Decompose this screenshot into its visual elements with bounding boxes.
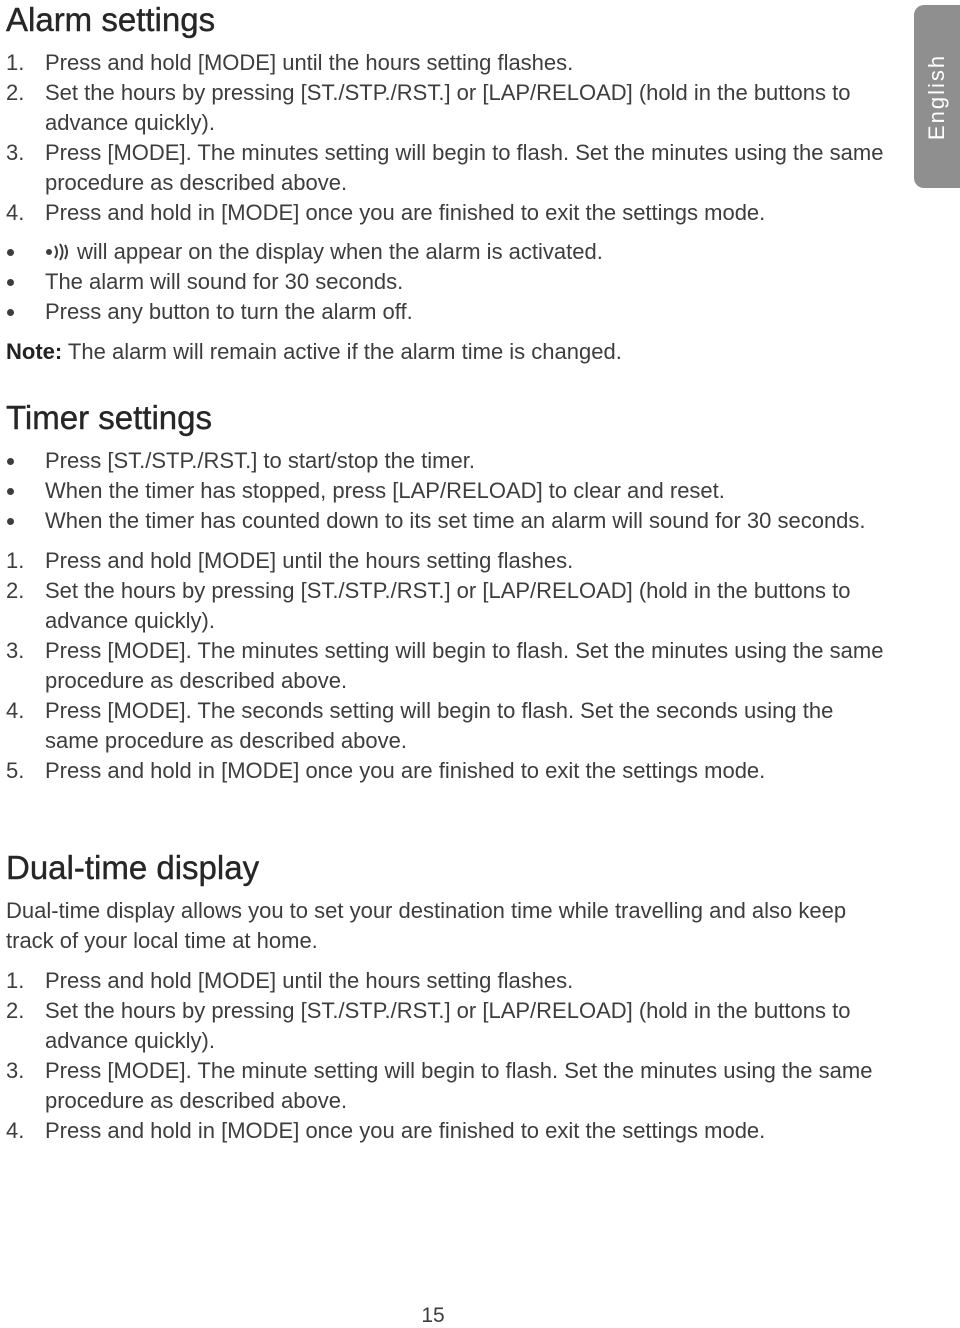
timer-step — [6, 546, 886, 576]
alarm-bullet — [6, 297, 886, 327]
bullet-text: will appear on the display when the alarm is activated. — [77, 239, 603, 264]
step-number: 1. — [6, 548, 25, 573]
alarm-bullet — [6, 237, 886, 267]
alarm-settings-heading: Alarm settings — [6, 1, 216, 38]
dual-step — [6, 966, 886, 996]
bullet-text: Press any button to turn the alarm off. — [45, 299, 413, 324]
dual-step — [6, 1056, 886, 1116]
dual-step — [6, 996, 886, 1056]
note-label: Note: — [6, 339, 63, 364]
step-text: Press [MODE]. The seconds setting will begin to flash. Set the seconds using the same procedure as described above. — [45, 698, 834, 753]
bullet-dot — [7, 249, 14, 256]
dual-step — [6, 1116, 886, 1146]
step-text: Set the hours by pressing [ST./STP./RST.] or [LAP/RELOAD] (hold in the buttons to advance quickly). — [45, 998, 851, 1053]
language-tab-label: English — [924, 53, 949, 140]
alarm-settings-section — [6, 0, 886, 367]
alarm-step — [6, 78, 886, 138]
step-number: 2. — [6, 80, 25, 105]
step-number: 3. — [6, 638, 25, 663]
bullet-text: When the timer has counted down to its set time an alarm will sound for 30 seconds. — [45, 508, 866, 533]
step-number: 3. — [6, 140, 25, 165]
step-text: Set the hours by pressing [ST./STP./RST.] or [LAP/RELOAD] (hold in the buttons to advance quickly). — [45, 80, 851, 135]
dual-time-intro: Dual-time display allows you to set your destination time while travelling and also keep track of your local time at home. — [6, 898, 847, 953]
step-text: Press and hold [MODE] until the hours setting flashes. — [45, 50, 574, 75]
step-text: Press [MODE]. The minutes setting will begin to flash. Set the minutes using the same procedure as described above. — [45, 140, 884, 195]
dual-time-section — [6, 848, 886, 1146]
step-text: Press and hold [MODE] until the hours setting flashes. — [45, 548, 574, 573]
timer-bullet — [6, 446, 886, 476]
alarm-step — [6, 198, 886, 228]
step-text: Set the hours by pressing [ST./STP./RST.] or [LAP/RELOAD] (hold in the buttons to advance quickly). — [45, 578, 851, 633]
step-number: 3. — [6, 1058, 25, 1083]
page-number: 15 — [421, 1304, 445, 1327]
alarm-bullet — [6, 267, 886, 297]
step-number: 1. — [6, 968, 25, 993]
step-text: Press and hold in [MODE] once you are finished to exit the settings mode. — [45, 1118, 766, 1143]
step-number: 5. — [6, 758, 25, 783]
step-text: Press [MODE]. The minutes setting will begin to flash. Set the minutes using the same procedure as described above. — [45, 638, 884, 693]
bullet-dot — [7, 488, 14, 495]
bullet-text: When the timer has stopped, press [LAP/RELOAD] to clear and reset. — [45, 478, 725, 503]
step-text: Press and hold in [MODE] once you are finished to exit the settings mode. — [45, 200, 766, 225]
step-number: 2. — [6, 578, 25, 603]
timer-step — [6, 576, 886, 636]
bullet-dot — [7, 518, 14, 525]
step-number: 2. — [6, 998, 25, 1023]
timer-step — [6, 756, 886, 786]
step-number: 4. — [6, 1118, 25, 1143]
bullet-text: Press [ST./STP./RST.] to start/stop the timer. — [45, 448, 475, 473]
step-number: 4. — [6, 698, 25, 723]
bullet-dot — [7, 279, 14, 286]
timer-step — [6, 636, 886, 696]
alarm-icon — [45, 243, 71, 261]
alarm-step — [6, 48, 886, 78]
note-text: The alarm will remain active if the alarm time is changed. — [62, 339, 622, 364]
bullet-dot — [7, 309, 14, 316]
alarm-note — [6, 337, 886, 367]
language-tab — [914, 5, 960, 188]
dual-time-heading: Dual-time display — [6, 849, 260, 886]
step-text: Press and hold in [MODE] once you are finished to exit the settings mode. — [45, 758, 766, 783]
step-text: Press [MODE]. The minute setting will begin to flash. Set the minutes using the same procedure as described above. — [45, 1058, 873, 1113]
timer-settings-heading: Timer settings — [6, 399, 212, 436]
step-number: 1. — [6, 50, 25, 75]
bullet-dot — [7, 458, 14, 465]
timer-bullet — [6, 476, 886, 506]
step-text: Press and hold [MODE] until the hours setting flashes. — [45, 968, 574, 993]
timer-step — [6, 696, 886, 756]
timer-settings-section — [6, 398, 886, 786]
step-number: 4. — [6, 200, 25, 225]
alarm-step — [6, 138, 886, 198]
bullet-text: The alarm will sound for 30 seconds. — [45, 269, 404, 294]
timer-bullet — [6, 506, 886, 536]
